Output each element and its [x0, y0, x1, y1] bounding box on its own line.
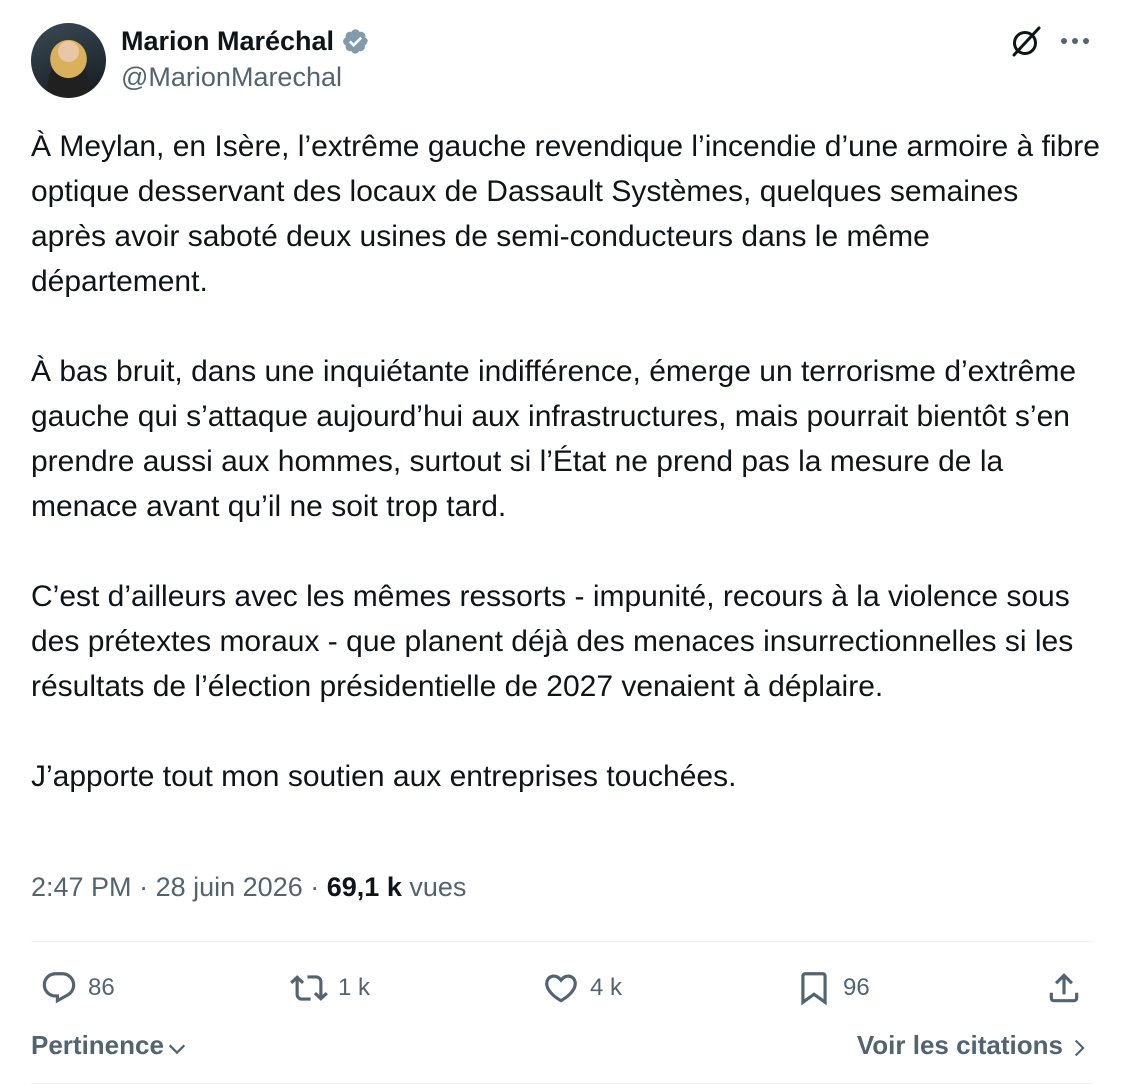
share-button[interactable] [1045, 962, 1083, 1014]
author-display-name[interactable]: Marion Maréchal [121, 25, 335, 56]
tweet-text [31, 124, 1101, 799]
sort-label: Pertinence [31, 1030, 164, 1060]
like-icon [542, 969, 580, 1007]
bookmark-button[interactable] [795, 962, 870, 1014]
tweet-paragraph: À bas bruit, dans une inquiétante indifférence, émerge un terrorisme d’extrême gauche qui s’attaque aujourd’hui aux infrastructures, mais pourrait bientôt s’en prendre aussi aux hommes, surtout si l’État ne prend pas la mesure de la menace avant qu’il ne soit trop tard. [31, 355, 1077, 523]
more-icon[interactable] [1058, 30, 1092, 52]
chevron-right-icon [1069, 1038, 1089, 1058]
tweet-paragraph: J’apporte tout mon soutien aux entreprises touchées. [31, 760, 737, 793]
tweet-meta [31, 872, 466, 903]
verified-badge-icon[interactable] [341, 27, 370, 56]
meta-separator: · [139, 872, 149, 902]
like-count: 4 k [590, 974, 623, 1001]
tweet-paragraph: À Meylan, en Isère, l’extrême gauche revendique l’incendie d’une armoire à fibre optique desservant des locaux de Dassault Systèmes, quelques semaines après avoir saboté deux usines de semi-conducteurs dans le même département. [31, 130, 1100, 298]
chevron-down-icon [166, 1038, 188, 1060]
tweet-date[interactable]: 28 juin 2026 [155, 872, 303, 902]
retweet-count: 1 k [338, 974, 371, 1001]
views-count[interactable]: 69,1 k [326, 872, 402, 902]
grok-icon[interactable] [1008, 24, 1044, 60]
retweet-button[interactable] [290, 962, 370, 1014]
quotes-label: Voir les citations [856, 1030, 1063, 1060]
view-quotes-link[interactable] [857, 1030, 1089, 1061]
like-button[interactable] [542, 962, 622, 1014]
retweet-icon [290, 969, 328, 1007]
author-handle[interactable]: @MarionMarechal [121, 62, 342, 92]
bookmark-icon [795, 969, 833, 1007]
divider [31, 1083, 1093, 1084]
views-label[interactable]: vues [409, 872, 467, 902]
tweet-paragraph: C’est d’ailleurs avec les mêmes ressorts - impunité, recours à la violence sous des prétextes moraux - que planent déjà des menaces insurrectionnelles si les résultats de l’élection présidentielle de 2027 venaient à déplaire. [31, 580, 1074, 703]
action-bar [0, 962, 1123, 1014]
sort-dropdown[interactable] [31, 1030, 188, 1061]
meta-separator: · [310, 872, 320, 902]
bookmark-count: 96 [843, 974, 870, 1001]
divider [31, 941, 1093, 942]
reply-count: 86 [88, 974, 115, 1001]
share-icon [1045, 969, 1083, 1007]
tweet-time[interactable]: 2:47 PM [31, 872, 132, 902]
author-name-row[interactable] [121, 25, 370, 57]
reply-button[interactable] [40, 962, 115, 1014]
reply-icon [40, 969, 78, 1007]
avatar[interactable] [31, 23, 106, 98]
